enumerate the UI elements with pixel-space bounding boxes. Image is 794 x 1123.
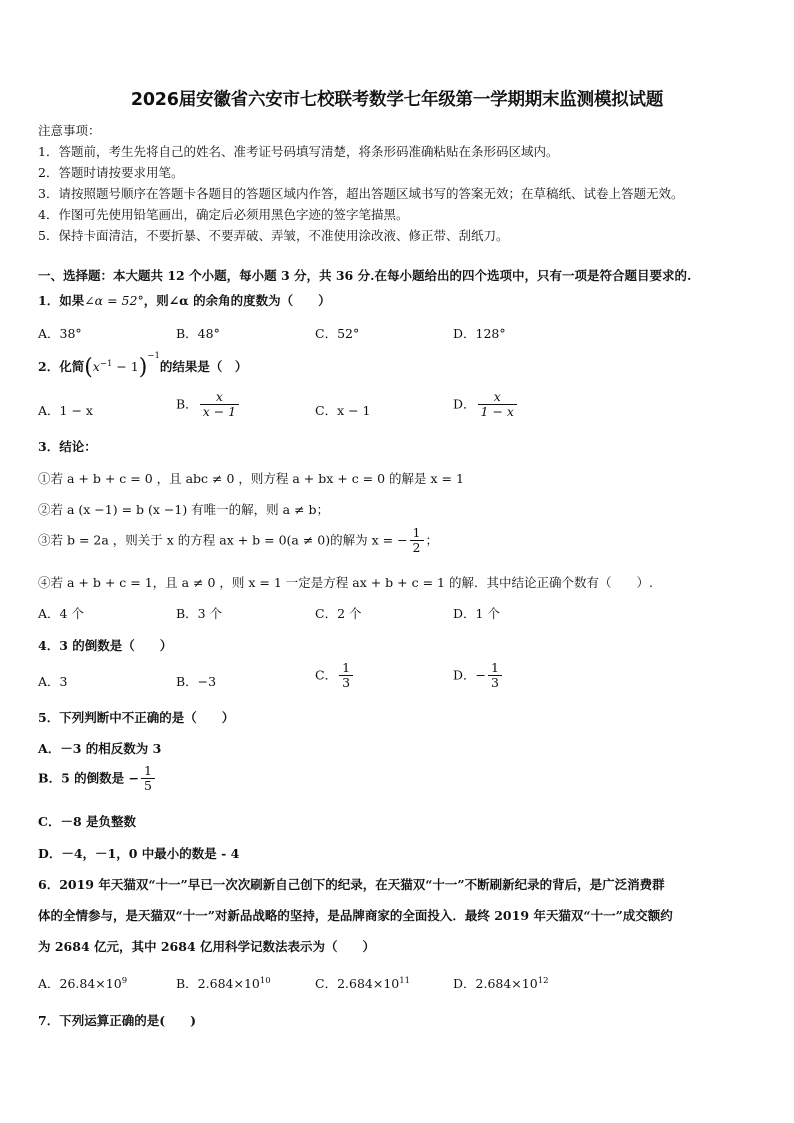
q2-option-d-label: D． (453, 396, 476, 412)
q4-option-b: B．−3 (176, 674, 217, 689)
notice-item-4: 4．作图可先使用铅笔画出，确定后必须用黑色字迹的签字笔描黑。 (38, 207, 409, 222)
q6-option-a-base: A．26.84×10 (38, 976, 122, 991)
q4-option-c (315, 661, 355, 691)
q3-s3-post: ； (425, 532, 439, 548)
notice-item-1: 1．答题前，考生先将自己的姓名、准考证号码填写清楚，将条形码准确粘贴在条形码区域内。 (38, 144, 559, 159)
q2-option-b (176, 390, 241, 420)
q6-option-a-exp: 9 (121, 975, 128, 986)
q6-option-b (176, 974, 271, 992)
q2-exp-inner: −1 (99, 358, 113, 369)
q6-line-1: 6．2019 年天猫双“十一”早已一次次刷新自己创下的纪录，在天猫双“十一”不断刷新纪录的背后，是广泛消费群 (38, 877, 665, 892)
q3-statement-2: ②若 a (x −1) = b (x −1) 有唯一的解，则 a ≠ b； (38, 502, 330, 517)
q6-option-c (315, 974, 410, 992)
q6-line-3: 为 2684 亿元，其中 2684 亿用科学记数法表示为（ ） (38, 939, 375, 954)
q5-option-a: A．－3 的相反数为 3 (38, 741, 162, 756)
q2-option-c: C．x − 1 (315, 403, 371, 418)
q3-head: 3．结论： (38, 439, 97, 454)
q4-option-d (453, 661, 504, 691)
question-4: 4．3 的倒数是（ ） (38, 638, 173, 653)
q4-option-c-num: 1 (342, 660, 351, 675)
page-title: 2026届安徽省六安市七校联考数学七年级第一学期期末监测模拟试题 (130, 90, 664, 110)
q3-s3-num: 1 (412, 525, 421, 540)
q5-option-b-den: 5 (141, 778, 155, 793)
q1-expr: ∠α = 52° (84, 293, 144, 308)
q1-pre: 1．如果 (38, 293, 85, 308)
q6-option-d-base: D．2.684×10 (453, 976, 538, 991)
q2-option-d-den: 1 − x (478, 404, 517, 419)
q3-statement-1: ①若 a + b + c = 0 ，且 abc ≠ 0 ，则方程 a + bx + c = 0 的解是 x = 1 (38, 471, 464, 486)
q6-option-b-base: B．2.684×10 (176, 976, 260, 991)
q5-option-b (38, 764, 157, 794)
q5-option-b-num: 1 (143, 763, 152, 778)
q4-option-c-den: 3 (339, 675, 353, 690)
notice-item-2: 2．答题时请按要求用笔。 (38, 165, 184, 180)
q2-option-b-label: B． (176, 396, 198, 412)
q1-option-c: C．52° (315, 326, 360, 341)
q4-option-a: A．3 (38, 674, 68, 689)
notice-item-5: 5．保持卡面清洁，不要折暴、不要弄破、弄皱，不准使用涂改液、修正带、刮纸刀。 (38, 228, 509, 243)
q2-option-d-num: x (493, 389, 501, 404)
q2-option-a: A．1 − x (38, 403, 93, 418)
q4-option-c-label: C． (315, 667, 338, 683)
q1-post: ，则∠α 的余角的度数为（ ） (143, 293, 331, 308)
q1-option-a: A．38° (38, 326, 82, 341)
q5-option-d: D．－4，－1，0 中最小的数是 - 4 (38, 846, 240, 861)
q2-base: x (92, 359, 100, 374)
question-2: 2．化简$(x^{-1} - 1)^{-1}$的结果是（ ） (38, 350, 248, 380)
q6-option-a (38, 974, 127, 992)
q2-pre: 2．化简 (38, 359, 85, 374)
q6-option-c-base: C．2.684×10 (315, 976, 400, 991)
q5-option-c: C．－8 是负整数 (38, 814, 136, 829)
question-1 (38, 291, 331, 309)
notice-item-3: 3．请按照题号顺序在答题卡各题目的答题区域内作答，超出答题区域书写的答案无效；在草稿纸、试卷上答题无效。 (38, 186, 684, 201)
q4-option-d-num: 1 (491, 660, 499, 675)
notice-heading: 注意事项： (38, 123, 101, 138)
q6-option-d (453, 974, 549, 992)
q6-option-b-exp: 10 (259, 975, 271, 986)
q3-statement-3 (38, 526, 438, 556)
q1-option-d: D．128° (453, 326, 506, 341)
q5-option-b-pre: B．5 的倒数是 − (38, 770, 139, 786)
q2-option-d (453, 390, 519, 420)
q3-option-b: B．3 个 (176, 606, 223, 621)
q2-exp-outer: −1 (147, 350, 160, 361)
q3-option-a: A．4 个 (38, 606, 84, 621)
section-heading: 一、选择题：本大题共 12 个小题，每小题 3 分，共 36 分.在每小题给出的四个选项中，只有一项是符合题目要求的. (38, 268, 692, 283)
q4-option-d-den: 3 (488, 675, 502, 690)
q6-line-2: 体的全情参与，是天猫双“十一”对新品战略的坚持，是品牌商家的全面投入．最终 2019 年天猫双“十一”成交额约 (38, 908, 673, 923)
q3-statement-4: ④若 a + b + c = 1，且 a ≠ 0 ，则 x = 1 一定是方程 ax + b + c = 1 的解．其中结论正确个数有（ ）. (38, 575, 653, 590)
q3-s3-den: 2 (410, 540, 424, 555)
q2-option-b-den: x − 1 (200, 404, 239, 419)
q4-option-d-label: D．− (453, 667, 486, 683)
question-7: 7．下列运算正确的是( ) (38, 1013, 197, 1028)
q3-option-d: D．1 个 (453, 606, 500, 621)
q1-option-b: B．48° (176, 326, 220, 341)
q3-s3-pre: ③若 b = 2a ，则关于 x 的方程 ax + b = 0(a ≠ 0)的解为 x = − (38, 532, 408, 548)
q6-option-c-exp: 11 (399, 975, 411, 986)
q2-option-b-num: x (215, 389, 223, 404)
q6-option-d-exp: 12 (537, 975, 549, 986)
q3-option-c: C．2 个 (315, 606, 362, 621)
q2-minus: − 1 (112, 359, 139, 374)
question-5: 5．下列判断中不正确的是（ ） (38, 710, 235, 725)
q2-post: 的结果是（ ） (159, 359, 248, 374)
